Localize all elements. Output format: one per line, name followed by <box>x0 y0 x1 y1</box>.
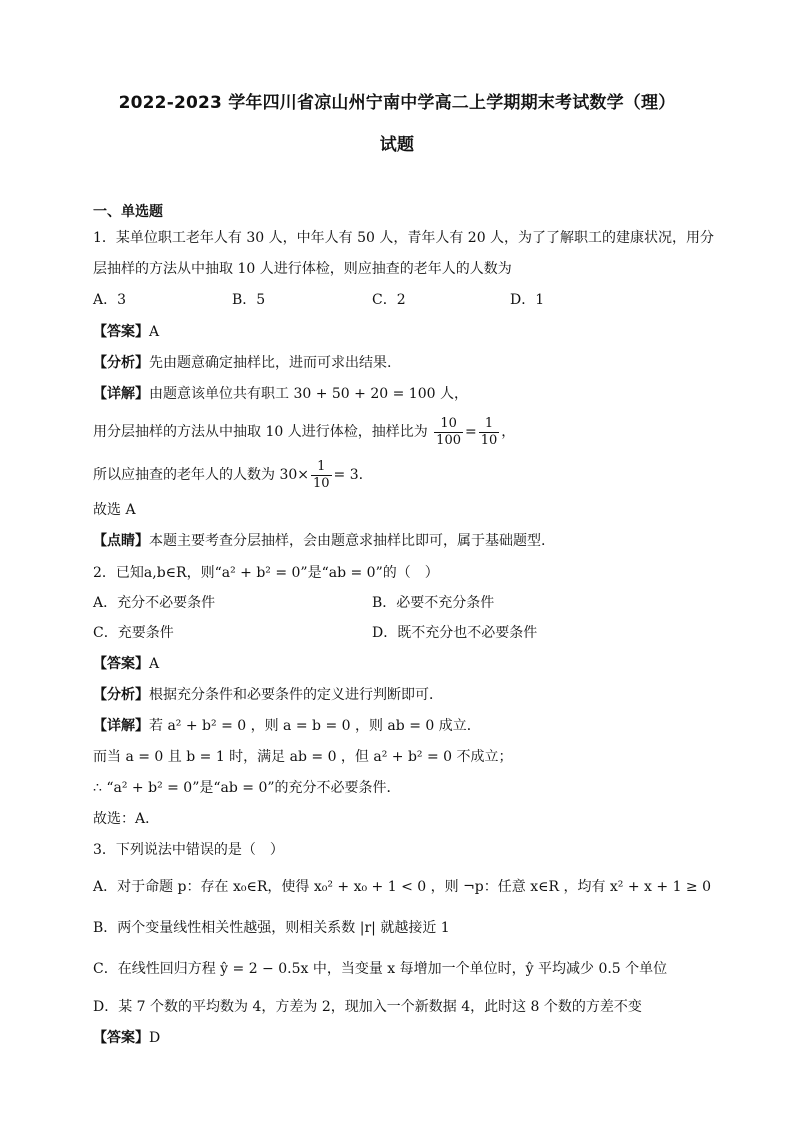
page-title-line2: 试题 <box>379 135 415 155</box>
q2-answer <box>93 654 159 674</box>
detail-text: ， <box>501 424 516 440</box>
detail-text: 所以应抽查的老年人的人数为 30× <box>93 467 309 483</box>
detail-text: 用分层抽样的方法从中抽取 10 人进行体检，抽样比为 <box>93 424 428 440</box>
answer-value: D <box>149 1030 161 1046</box>
detail-text: 由题意该单位共有职工 30 + 50 + 20 = 100 人， <box>149 386 468 402</box>
page-title-line1: 2022-2023 学年四川省凉山州宁南中学高二上学期期末考试数学（理） <box>118 93 676 113</box>
analysis-tag: 【分析】 <box>93 355 149 371</box>
q1-comment <box>93 531 545 551</box>
q2-choose: 故选：A． <box>93 811 160 827</box>
q2-option-b: B．必要不充分条件 <box>372 595 495 611</box>
q3-option-c: C．在线性回归方程 ŷ = 2 − 0.5x 中，当变量 x 每增加一个单位时，ŷ 平均减少 0.5 个单位 <box>93 961 668 977</box>
analysis-tag: 【分析】 <box>93 687 149 703</box>
q3-option-a: A．对于命题 p：存在 x₀∈R，使得 x₀² + x₀ + 1 < 0 ，则 ¬p：任意 x∈R ，均有 x² + x + 1 ≥ 0 <box>93 879 712 895</box>
q1-option-a: A．3 <box>93 292 127 308</box>
q1-option-d: D．1 <box>510 292 545 308</box>
fraction-denominator: 100 <box>436 432 461 448</box>
q1-stem-line1: 1．某单位职工老年人有 30 人，中年人有 50 人，青年人有 20 人，为了了解职工的建康状况，用分 <box>93 230 715 246</box>
detail-tag: 【详解】 <box>93 386 149 402</box>
q2-option-d: D．既不充分也不必要条件 <box>372 625 538 641</box>
q1-option-c: C．2 <box>372 292 406 308</box>
q2-option-a: A．充分不必要条件 <box>93 595 216 611</box>
fraction-10-100 <box>434 416 463 449</box>
q1-analysis <box>93 353 391 373</box>
fraction-1-10 <box>311 459 332 492</box>
q1-detail-1 <box>93 384 468 404</box>
fraction-1-10 <box>479 416 500 449</box>
q1-stem-line2: 层抽样的方法从中抽取 10 人进行体检，则应抽查的老年人的人数为 <box>93 261 512 277</box>
q2-stem: 2．已知a,b∈R，则“a² + b² = 0”是“ab = 0”的（ ） <box>93 565 439 581</box>
equals-sign: = <box>465 424 477 440</box>
detail-tag: 【详解】 <box>93 718 149 734</box>
answer-tag: 【答案】 <box>93 656 149 672</box>
q3-option-b: B．两个变量线性相关性越强，则相关系数 |r| 就越接近 1 <box>93 920 450 936</box>
q1-option-b: B．5 <box>232 292 266 308</box>
analysis-text: 先由题意确定抽样比，进而可求出结果. <box>149 355 392 371</box>
comment-tag: 【点睛】 <box>93 533 149 549</box>
section-heading: 一、单选题 <box>93 204 163 220</box>
detail-text: = 3. <box>333 467 364 483</box>
fraction-numerator: 1 <box>479 416 500 433</box>
fraction-denominator: 10 <box>313 475 330 491</box>
q1-choose: 故选 A <box>93 502 136 518</box>
q3-answer <box>93 1028 160 1048</box>
answer-tag: 【答案】 <box>93 1030 149 1046</box>
q2-detail-1 <box>93 716 481 736</box>
answer-tag: 【答案】 <box>93 324 149 340</box>
q3-option-d: D．某 7 个数的平均数为 4，方差为 2，现加入一个新数据 4，此时这 8 个数的方差不变 <box>93 999 642 1015</box>
fraction-numerator: 10 <box>434 416 463 433</box>
q2-detail-3: ∴ “a² + b² = 0”是“ab = 0”的充分不必要条件． <box>93 780 401 796</box>
q1-answer <box>93 322 159 342</box>
answer-value: A <box>149 324 160 340</box>
q2-detail-2: 而当 a = 0 且 b = 1 时，满足 ab = 0 ，但 a² + b² = 0 不成立； <box>93 749 513 765</box>
fraction-denominator: 10 <box>480 432 498 448</box>
fraction-numerator: 1 <box>311 459 332 476</box>
q3-stem: 3．下列说法中错误的是（ ） <box>93 842 284 858</box>
answer-value: A <box>149 656 160 672</box>
comment-text: 本题主要考查分层抽样，会由题意求抽样比即可，属于基础题型. <box>149 533 546 549</box>
q2-option-c: C．充要条件 <box>93 625 174 641</box>
q1-detail-2 <box>93 414 515 450</box>
q1-detail-3 <box>93 457 363 493</box>
detail-text: 若 a² + b² = 0 ，则 a = b = 0 ，则 ab = 0 成立． <box>149 718 481 734</box>
analysis-text: 根据充分条件和必要条件的定义进行判断即可． <box>149 687 443 703</box>
q2-analysis <box>93 685 443 705</box>
